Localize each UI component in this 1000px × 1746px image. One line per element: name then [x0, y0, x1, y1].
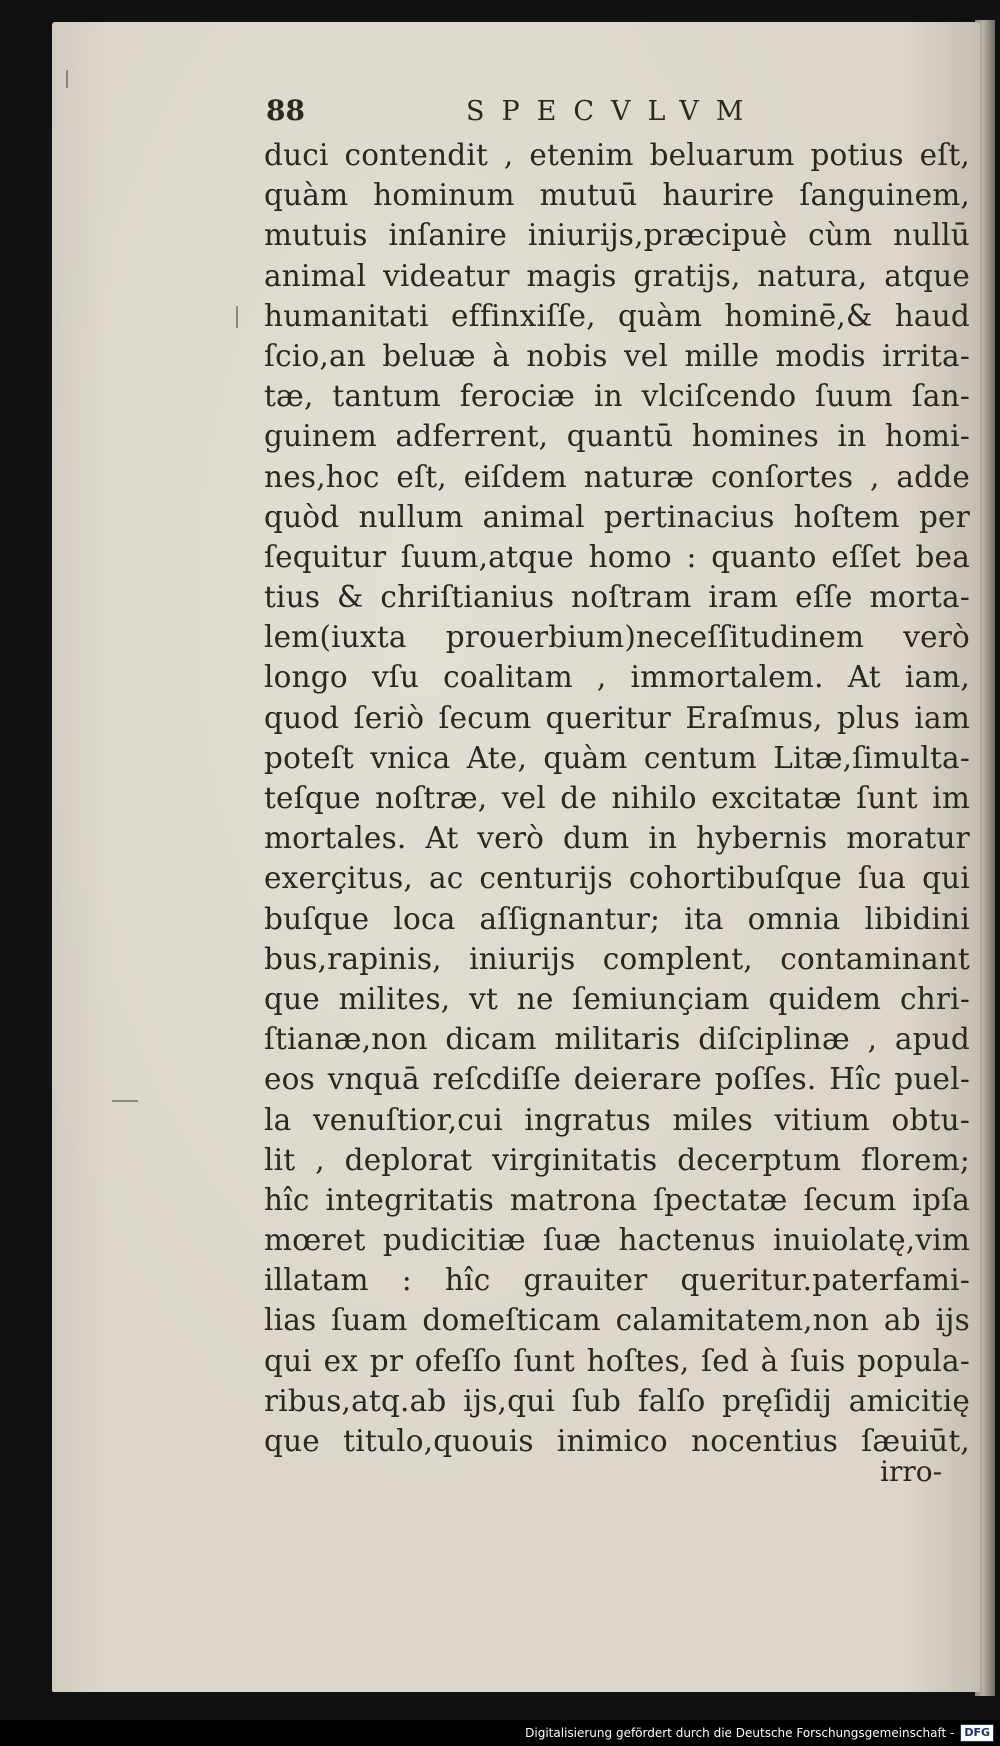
text-line: hîc integritatis matrona ſpectatæ ſecum ipſa — [264, 1182, 970, 1217]
text-line: ſcio,an beluæ à nobis vel mille modis irrita- — [264, 338, 970, 373]
text-line: duci contendit , etenim beluarum potius eſt, — [264, 138, 970, 172]
text-line: exerçitus, ac centurijs cohortibuſque ſua qui — [264, 861, 970, 896]
credit-text: Digitalisierung gefördert durch die Deutsche Forschungsgemeinschaft - — [525, 1726, 955, 1740]
text-line: poteſt vnica Ate, quàm centum Litæ,ſimulta- — [264, 740, 970, 775]
text-line: lem(iuxta prouerbium)neceſſitudinem verò — [264, 620, 970, 655]
margin-mark — [112, 1100, 138, 1102]
text-line: mœret pudicitiæ ſuæ hactenus inuiolatę,vim — [264, 1223, 970, 1258]
text-line: longo vſu coalitam , immortalem. At iam, — [264, 660, 970, 695]
margin-mark — [236, 306, 238, 328]
text-line: quòd nullum animal pertinacius hoſtem per — [264, 499, 970, 534]
dfg-logo[interactable]: DFG — [960, 1724, 994, 1742]
running-head — [266, 94, 974, 134]
text-line: eos vnquā reſcdiſſe deierare poſſes. Hîc puel- — [264, 1062, 970, 1097]
text-line: ſequitur ſuum,atque homo : quanto eſſet bea — [264, 539, 970, 574]
catchword: irro- — [880, 1455, 943, 1488]
text-line: guinem adferrent, quantū homines in homi- — [264, 419, 970, 454]
text-line: quod ſeriò ſecum queritur Eraſmus, plus iam — [264, 700, 970, 735]
text-line: tæ, tantum ferociæ in vlciſcendo ſuum ſan- — [264, 379, 970, 414]
body-text — [264, 135, 970, 1461]
text-line: humanitati effinxiſſe, quàm hominē,& haud — [264, 298, 970, 333]
text-line: que milites, vt ne ſemiunçiam quidem chri- — [264, 981, 970, 1016]
text-line: bus,rapinis, iniurijs complent, contaminant — [264, 941, 970, 976]
text-line: lit , deplorat virginitatis decerptum florem; — [264, 1142, 970, 1177]
text-line: ribus,atq.ab ijs,qui ſub falſo pręſidij amicitię — [264, 1383, 970, 1418]
text-line: quàm hominum mutuū haurire ſanguinem, — [264, 178, 970, 213]
page-number: 88 — [266, 94, 305, 127]
text-line: illatam : hîc grauiter queritur.paterfami- — [264, 1263, 970, 1298]
text-line: mortales. At verò dum in hybernis moratur — [264, 821, 970, 856]
text-line: la venuſtior,cui ingratus miles vitium obtu- — [264, 1102, 970, 1137]
text-line: tius & chriſtianius noſtram iram eſſe morta- — [264, 580, 970, 615]
text-line: que titulo,quouis inimico nocentius ſæuiūt, — [264, 1424, 970, 1458]
digitization-credit — [525, 1722, 994, 1744]
text-line: lias ſuam domeſticam calamitatem,non ab ijs — [264, 1303, 970, 1338]
text-line: nes,hoc eſt, eiſdem naturæ conſortes , adde — [264, 459, 970, 494]
text-line: teſque noſtræ, vel de nihilo excitatæ ſunt im — [264, 781, 970, 815]
text-line: buſque loca aſſignantur; ita omnia libidini — [264, 901, 970, 936]
text-line: qui ex pr ofeſſo ſunt hoſtes, ſed à ſuis popula- — [264, 1343, 970, 1378]
margin-mark — [66, 70, 68, 88]
running-title: SPECVLVM — [466, 96, 761, 127]
text-line: ſtianæ,non dicam militaris diſciplinæ , apud — [264, 1022, 970, 1057]
text-line: animal videatur magis gratijs, natura, atque — [264, 258, 970, 293]
text-line: mutuis inſanire iniurijs,præcipuè cùm nullū — [264, 218, 970, 253]
